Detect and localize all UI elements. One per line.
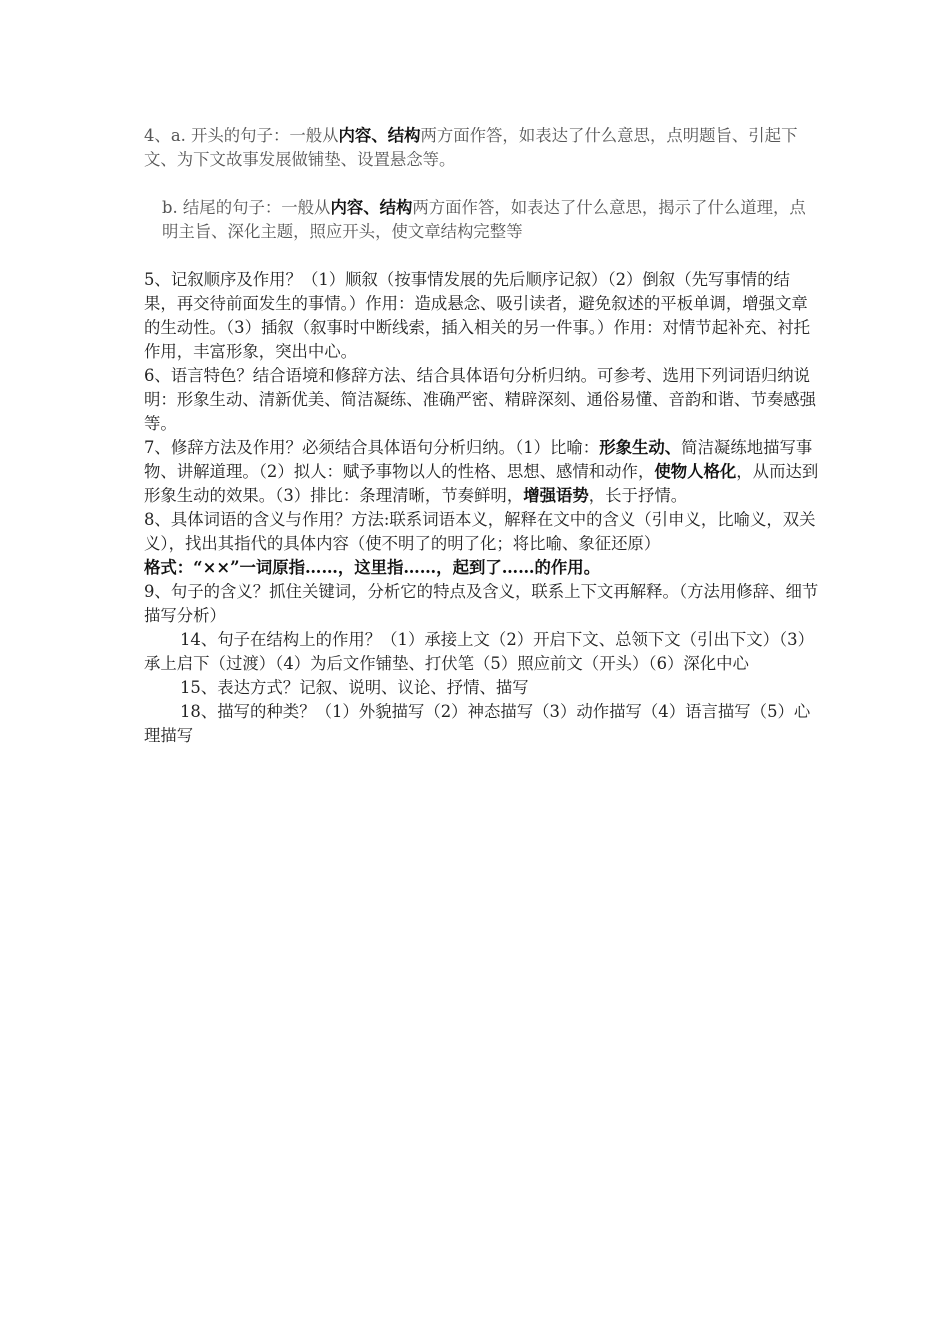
bold-text: 内容 — [338, 126, 372, 145]
bold-text: 使物人格化 — [654, 462, 737, 481]
paragraph-4b — [144, 196, 820, 244]
paragraph-7 — [144, 436, 820, 508]
bold-text: 、 — [664, 438, 682, 457]
text: b. 结尾的句子：一般从 — [162, 198, 331, 217]
text: 7、修辞方法及作用？必须结合具体语句分析归纳。（1）比喻： — [144, 438, 600, 457]
text: 两方面作答，如表达了什么意思，揭示了什么道理，点明主旨、深化主题，照应开头，使文章结构完整等 — [162, 198, 806, 241]
paragraph-9: 9、句子的含义？抓住关键词，分析它的特点及含义，联系上下文再解释。（方法用修辞、细节描写分析） — [144, 582, 819, 625]
text: ，从而达到形象生动的效果。（3）排比：条理清晰，节奏鲜明， — [144, 462, 819, 505]
bold-text: 结构 — [379, 198, 413, 217]
bold-text: 、 — [371, 126, 388, 145]
text: ，长于抒情。 — [588, 486, 688, 505]
bold-text: 结构 — [387, 126, 421, 145]
bold-text: 形象生动 — [599, 438, 665, 457]
paragraph-5: 5、记叙顺序及作用？（1）顺叙（按事情发展的先后顺序记叙）（2）倒叙（先写事情的结果，再交待前面发生的事情。）作用：造成悬念、吸引读者，避免叙述的平板单调，增强文章的生动性。（3）插叙（叙事时中断线索，插入相关的另一件事。）作用：对情节起补充、衬托作用，丰富形象，突出中心。 — [144, 270, 811, 361]
paragraph-8: 8、具体词语的含义与作用？方法:联系词语本义，解释在文中的含义（引申义，比喻义，双关义），找出其指代的具体内容（使不明了的明了化；将比喻、象征还原） — [144, 510, 816, 553]
paragraph-14: 14、句子在结构上的作用？（1）承接上文（2）开启下文、总领下文（引出下文）（3）承上启下（过渡）（4）为后文作铺垫、打伏笔（5）照应前文（开头）（6）深化中心 — [144, 630, 815, 673]
bold-text: 增强语势 — [523, 486, 589, 505]
text: 简洁凝练地描写事物、讲解道理。（2）拟人：赋予事物以人的性格、思想、感情和动作， — [144, 438, 813, 481]
paragraph-6: 6、语言特色？结合语境和修辞方法、结合具体语句分析归纳。可参考、选用下列词语归纳说明：形象生动、清新优美、简洁凝练、准确严密、精辟深刻、通俗易懂、音韵和谐、节奏感强等。 — [144, 366, 817, 433]
paragraph-15: 15、表达方式？记叙、说明、议论、抒情、描写 — [180, 678, 529, 697]
text: 4、a. 开头的句子：一般从 — [144, 126, 339, 145]
bold-text: 内容 — [330, 198, 364, 217]
paragraph-18: 18、描写的种类？（1）外貌描写（2）神态描写（3）动作描写（4）语言描写（5）心理描写 — [144, 702, 811, 745]
text: 两方面作答，如表达了什么意思，点明题旨、引起下文、为下文故事发展做铺垫、设置悬念等。 — [144, 126, 798, 169]
paragraph-8-format: 格式：“××”一词原指……，这里指……，起到了……的作用。 — [144, 558, 601, 577]
document-page — [144, 124, 820, 748]
bold-text: 、 — [363, 198, 380, 217]
paragraph-4a — [144, 124, 820, 172]
